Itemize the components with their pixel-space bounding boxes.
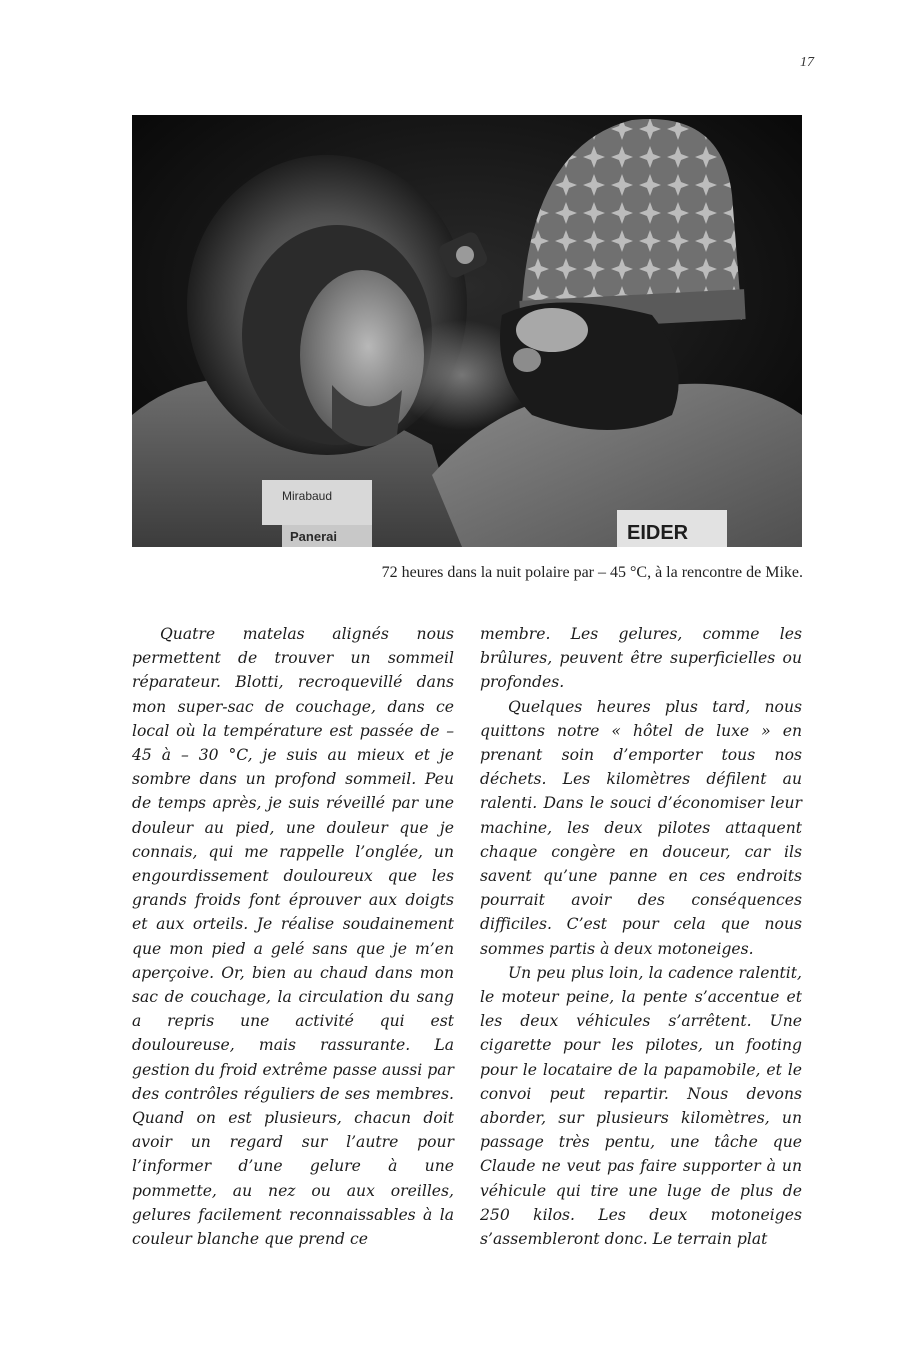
paragraph-continuation: membre. Les gelures, comme les brûlures, peuvent être superficielles ou profondes. <box>480 625 802 692</box>
paragraph: Quatre matelas alignés nous permettent de trouver un sommeil réparateur. Blotti, recroquevillé dans mon super-sac de couchage, dans ce local où la température est passée de – 45 à – 30 °C, je suis au mieux et je sombre dans un profond sommeil. Peu de temps après, je suis réveillé par une douleur au pied, une douleur que je connais, qui me rappelle l’onglée, un engourdissement douloureux que les grands froids font éprouver aux doigts et aux orteils. Je réalise soudainement que mon pied a gelé sans que je m’en aperçoive. Or, bien au chaud dans mon sac de couchage, la circulation du sang a repris une activité qui est douloureuse, mais rassurante. La gestion du froid extrême passe aussi par des contrôles réguliers de ses membres. Quand on est plusieurs, chacun doit avoir un regard sur l’autre pour l’informer d’une gelure à une pommette, au nez ou aux oreilles, gelures facilement reconnaissables à la couleur blanche que prend ce <box>132 625 454 1249</box>
paragraph: Quelques heures plus tard, nous quittons notre « hôtel de luxe » en prenant soin d’emporter tous nos déchets. Les kilomètres défilent au ralenti. Dans le souci d’économiser leur machine, les deux pilotes attaquent chaque congère en douceur, car ils savent qu’une panne en ces endroits pourrait avoir des conséquences difficiles. C’est pour cela que nous sommes partis à deux motoneiges. <box>480 697 802 958</box>
logo-eider: EIDER <box>627 522 689 544</box>
paragraph: Un peu plus loin, la cadence ralentit, le moteur peine, la pente s’accentue et les deux véhicules s’arrêtent. Une cigarette pour les pilotes, un footing pour le locataire de la papamobile, et le convoi peut repartir. Nous devons aborder, sur plusieurs kilomètres, un passage très pentu, une tâche que Claude ne veut pas faire supporter à un véhicule qui tire une luge de plus de 250 kilos. Les deux motoneiges s’assembleront donc. Le terrain plat <box>480 963 802 1249</box>
logo-mirabaud: Mirabaud <box>282 489 333 503</box>
text-column-right <box>480 622 802 1251</box>
text-column-left <box>132 622 454 1251</box>
logo-panerai: Panerai <box>290 529 337 544</box>
expedition-photo <box>132 115 802 547</box>
page-number: 17 <box>800 55 814 70</box>
figure-caption: 72 heures dans la nuit polaire par – 45 °C, à la rencontre de Mike. <box>381 564 803 581</box>
